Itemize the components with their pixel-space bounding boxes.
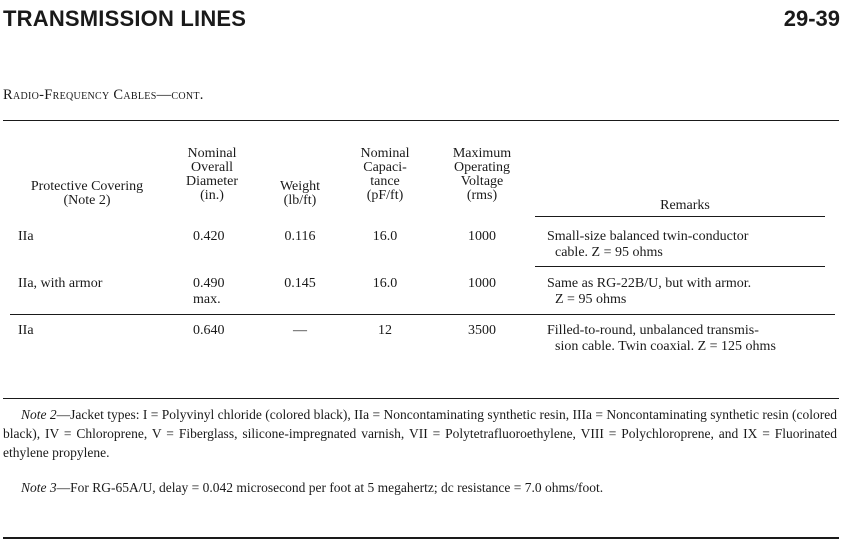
header-line: Overall xyxy=(191,160,233,175)
cell-covering: IIa, with armor xyxy=(18,276,103,291)
cell-voltage: 3500 xyxy=(468,323,496,338)
row-divider xyxy=(10,314,835,315)
header-line: Maximum xyxy=(452,146,512,161)
table-bottom-rule xyxy=(3,398,839,399)
cell-remarks-line: Same as RG-22B/U, but with armor. xyxy=(547,276,752,291)
note-text: —Jacket types: I = Polyvinyl chloride (colored black), IIa = Noncontaminating synthetic resin, IIIa = Noncontaminating synthetic resin (colored black), IV = Chloroprene, V = Fiberglass, silicone-impregnated varnish, VII = Polytetrafluoroethylene, VIII = Polychloroprene, and IX = Fluorinated ethylene propylene. xyxy=(3,407,837,460)
remarks-header-rule xyxy=(535,216,825,217)
note-lead: Note 2 xyxy=(21,407,57,422)
section-title: Radio-Frequency Cables—cont. xyxy=(3,87,204,103)
cell-covering: IIa xyxy=(18,323,34,338)
cell-voltage: 1000 xyxy=(468,229,496,244)
header-line: (in.) xyxy=(200,188,224,203)
note-lead: Note 3 xyxy=(21,480,57,495)
column-header-remarks xyxy=(585,199,785,213)
page-bottom-rule xyxy=(3,537,839,539)
header-line: Nominal xyxy=(187,146,237,161)
note-text: —For RG-65A/U, delay = 0.042 microsecond per foot at 5 megahertz; dc resistance = 7.0 ohms/foot. xyxy=(56,480,604,495)
page-number: 29-39 xyxy=(783,6,840,31)
column-header-weight xyxy=(262,180,338,208)
cell-weight: 0.145 xyxy=(284,276,316,291)
cell-capacitance: 16.0 xyxy=(372,276,398,291)
cell-remarks-line: Small-size balanced twin-conductor xyxy=(547,229,749,244)
header-line: tance xyxy=(370,174,400,189)
cell-remarks-line: Filled-to-round, unbalanced transmis- xyxy=(547,323,759,338)
cell-weight: 0.116 xyxy=(284,229,316,244)
cell-covering: IIa xyxy=(18,229,34,244)
header-line: Voltage xyxy=(460,174,504,189)
running-header-title: TRANSMISSION LINES xyxy=(3,6,247,31)
cell-remarks-line: Z = 95 ohms xyxy=(555,292,627,307)
cell-diameter-qualifier: max. xyxy=(193,292,221,307)
cell-voltage: 1000 xyxy=(468,276,496,291)
header-line: (lb/ft) xyxy=(283,193,317,208)
header-line: Capaci- xyxy=(363,160,407,175)
cell-capacitance: 16.0 xyxy=(372,229,398,244)
column-header-capacitance xyxy=(345,147,425,203)
column-header-protective-covering xyxy=(18,180,156,208)
column-header-voltage xyxy=(437,147,527,203)
footnote-note-2 xyxy=(3,405,837,462)
header-line: Remarks xyxy=(660,198,710,213)
header-line: Weight xyxy=(279,179,321,194)
header-line: Diameter xyxy=(185,174,239,189)
header-line: (pF/ft) xyxy=(366,188,404,203)
cell-diameter: 0.640 xyxy=(193,323,225,338)
cell-diameter: 0.490 xyxy=(193,276,225,291)
footnote-note-3 xyxy=(3,478,837,497)
header-line: Operating xyxy=(454,160,510,175)
cell-capacitance: 12 xyxy=(378,323,392,338)
row-divider xyxy=(535,266,825,267)
header-line: Protective Covering xyxy=(30,179,144,194)
column-header-diameter xyxy=(170,147,254,203)
cell-weight: — xyxy=(293,323,307,338)
table-top-rule xyxy=(3,120,839,121)
cell-remarks-line: sion cable. Twin coaxial. Z = 125 ohms xyxy=(555,339,776,354)
cell-remarks-line: cable. Z = 95 ohms xyxy=(555,245,663,260)
cell-diameter: 0.420 xyxy=(193,229,225,244)
header-line: Nominal xyxy=(360,146,410,161)
header-line: (Note 2) xyxy=(63,193,111,208)
header-line: (rms) xyxy=(466,188,498,203)
